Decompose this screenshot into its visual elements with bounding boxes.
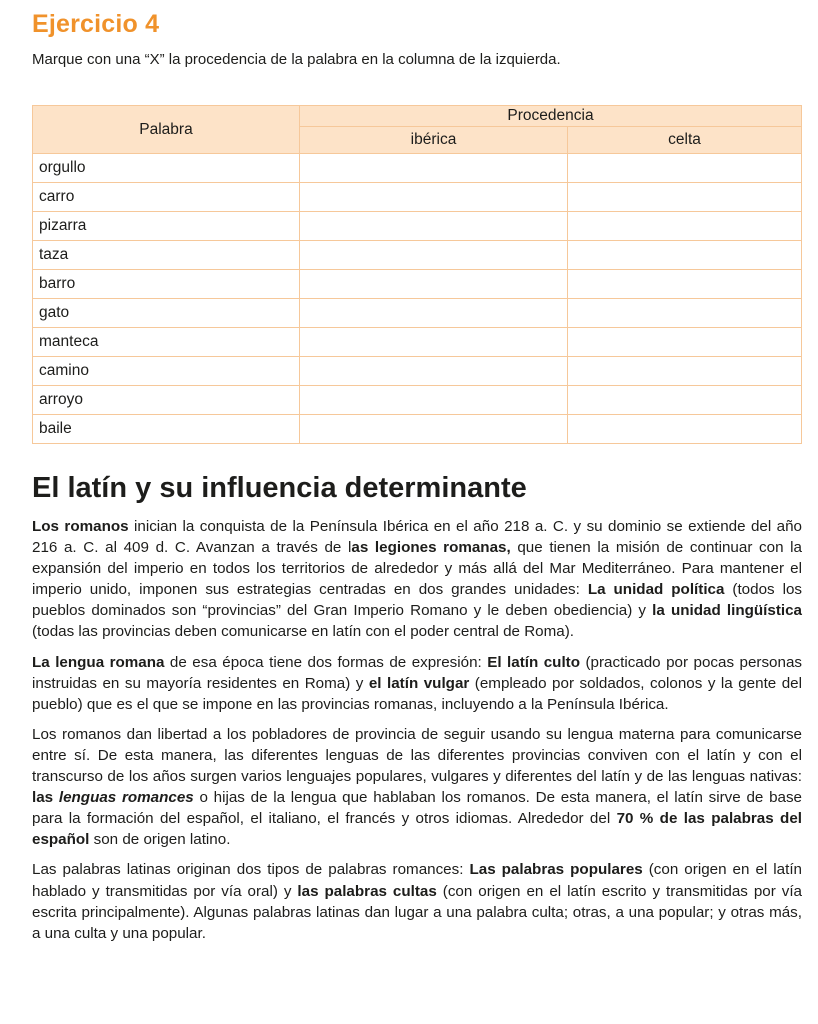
emphasis-text: lenguas romances — [58, 789, 194, 807]
table-row — [33, 212, 802, 241]
word-cell: orgullo — [33, 154, 300, 183]
emphasis-text: as legiones romanas, — [351, 539, 511, 557]
word-cell: taza — [33, 241, 300, 270]
paragraph-text: (con origen en el latín escrito y transmitidas por vía escrita principalmente). Algunas palabras latinas dan lugar a una palabra culta; otras, a una popular; y otras más, a una culta y una popular. — [32, 882, 802, 942]
answer-cell-celta[interactable] — [568, 299, 802, 328]
paragraph-text: (todos los pueblos dominados son “provincias” del Gran Imperio Romano y le deben obediencia) y — [32, 581, 802, 620]
section-title: El latín y su influencia determinante — [32, 472, 527, 504]
paragraph-text: (empleado por soldados, colonos y la gente del pueblo) que es el que se impone en las provincias romanas, incluyendo a la Península Ibérica. — [32, 674, 802, 713]
emphasis-text: el latín vulgar — [368, 674, 470, 692]
table-row — [33, 415, 802, 444]
paragraph-text: son de origen latino. — [89, 831, 231, 849]
paragraph — [32, 652, 802, 715]
paragraph-text: de esa época tiene dos formas de expresión: — [164, 653, 488, 671]
paragraph-text: (todas las provincias deben comunicarse en latín con el poder central de Roma). — [32, 623, 574, 641]
exercise-title: Ejercicio 4 — [32, 10, 160, 38]
paragraph-text: Los romanos dan libertad a los pobladores de provincia de seguir usando su lengua materna para comunicarse entre sí. De esta manera, las diferentes lenguas de las diferentes provincias conviven con el latín y con el transcurso de los años surgen varios lenguajes populares, vulgares y diferentes del latín y de las lenguas nativas: — [32, 725, 802, 786]
table-row — [33, 357, 802, 386]
emphasis-text: 70 % de las palabras del español — [32, 810, 802, 849]
answer-cell-celta[interactable] — [568, 183, 802, 212]
origin-table — [32, 105, 802, 444]
emphasis-text: El latín culto — [487, 653, 581, 671]
answer-cell-iberica[interactable] — [300, 299, 568, 328]
answer-cell-iberica[interactable] — [300, 386, 568, 415]
table-row — [33, 241, 802, 270]
body-text — [32, 516, 802, 953]
answer-cell-celta[interactable] — [568, 415, 802, 444]
header-celta: celta — [568, 127, 802, 154]
table-row — [33, 299, 802, 328]
answer-cell-iberica[interactable] — [300, 241, 568, 270]
answer-cell-iberica[interactable] — [300, 328, 568, 357]
table-row — [33, 183, 802, 212]
answer-cell-iberica[interactable] — [300, 154, 568, 183]
paragraph — [32, 859, 802, 943]
answer-cell-iberica[interactable] — [300, 183, 568, 212]
paragraph-text: (practicado por pocas personas instruidas en su mayoría residentes en Roma) y — [32, 653, 802, 692]
answer-cell-iberica[interactable] — [300, 212, 568, 241]
word-cell: gato — [33, 299, 300, 328]
paragraph-text: Las palabras latinas originan dos tipos de palabras romances: — [32, 861, 470, 879]
table-row — [33, 154, 802, 183]
table-body — [33, 154, 802, 444]
paragraph-text: que tienen la misión de continuar con la expansión del imperio en todos los territorios de alrededor y más allá del Mar Mediterráneo. Para mantener el imperio unido, imponen sus estrategias centradas en dos grandes unidades: — [32, 539, 802, 599]
emphasis-text: las — [32, 789, 59, 807]
table-row — [33, 270, 802, 299]
paragraph-text: o hijas de la lengua que hablaban los romanos. De esta manera, el latín sirve de base para la formación del español, el italiano, el francés y otros idiomas. Alrededor del — [32, 789, 802, 828]
answer-cell-celta[interactable] — [568, 328, 802, 357]
emphasis-text: La unidad política — [587, 581, 725, 599]
header-word: Palabra — [33, 106, 300, 154]
word-cell: baile — [33, 415, 300, 444]
paragraph-text: inician la conquista de la Península Ibérica en el año 218 a. C. y su dominio se extiende del año 216 a. C. al 409 d. C. Avanzan a través de l — [32, 518, 802, 557]
answer-cell-celta[interactable] — [568, 357, 802, 386]
word-cell: pizarra — [33, 212, 300, 241]
emphasis-text: Las palabras populares — [469, 861, 643, 879]
word-cell: manteca — [33, 328, 300, 357]
header-origin: Procedencia — [300, 106, 802, 127]
word-cell: camino — [33, 357, 300, 386]
exercise-instruction: Marque con una “X” la procedencia de la palabra en la columna de la izquierda. — [32, 51, 561, 68]
emphasis-text: la unidad lingüística — [652, 602, 802, 620]
answer-cell-celta[interactable] — [568, 386, 802, 415]
paragraph-text: (con origen en el latín hablado y transmitidas por vía oral) y — [32, 861, 802, 900]
emphasis-text: La lengua romana — [32, 653, 165, 671]
emphasis-text: las palabras cultas — [297, 882, 437, 900]
answer-cell-celta[interactable] — [568, 212, 802, 241]
answer-cell-celta[interactable] — [568, 241, 802, 270]
answer-cell-iberica[interactable] — [300, 415, 568, 444]
answer-cell-iberica[interactable] — [300, 357, 568, 386]
header-iberica: ibérica — [300, 127, 568, 154]
word-cell: arroyo — [33, 386, 300, 415]
paragraph — [32, 516, 802, 643]
table-row — [33, 328, 802, 357]
answer-cell-celta[interactable] — [568, 154, 802, 183]
paragraph — [32, 724, 802, 851]
answer-cell-celta[interactable] — [568, 270, 802, 299]
emphasis-text: Los romanos — [32, 518, 129, 535]
table-row — [33, 386, 802, 415]
word-cell: carro — [33, 183, 300, 212]
word-cell: barro — [33, 270, 300, 299]
answer-cell-iberica[interactable] — [300, 270, 568, 299]
